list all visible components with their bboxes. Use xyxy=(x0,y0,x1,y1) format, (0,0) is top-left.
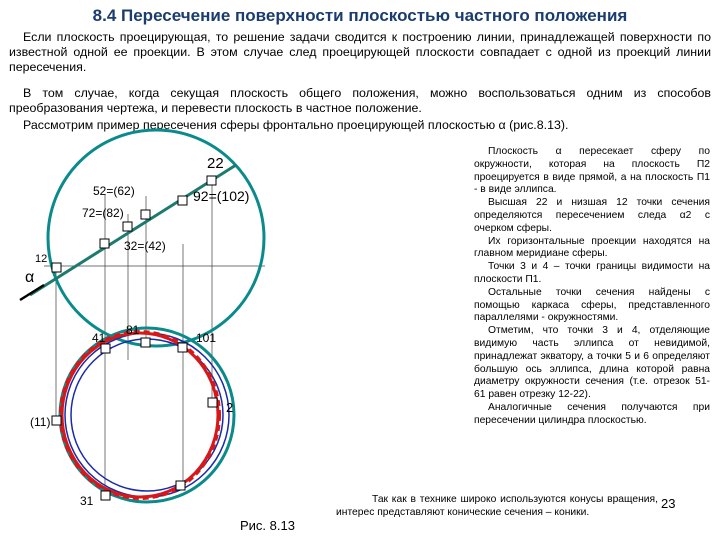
label-1-1: (11) xyxy=(30,415,51,429)
label-2-2: 22 xyxy=(207,155,224,172)
right-paragraph: Аналогичные сечения получаются при пересечении цилиндра плоскостью. xyxy=(474,401,710,426)
right-paragraph: Плоскость α пересекает сферу по окружности, которая на плоскость П2 проецируется в виде прямой, а на плоскость П1 - в виде эллипса. xyxy=(474,146,710,196)
label-alpha: α xyxy=(25,269,35,286)
label-5-2-6-2: 52=(62) xyxy=(93,184,135,198)
sphere-frontal-outline xyxy=(48,130,264,346)
point-7-2 xyxy=(123,222,132,231)
figure-caption: Рис. 8.13 xyxy=(240,518,295,533)
label-7-2-8-2: 72=(82) xyxy=(82,206,124,220)
right-paragraph: Остальные точки сечения найдены с помощью каркаса сферы, представленного параллелями - окружностями. xyxy=(474,286,710,324)
alpha-trace-mark xyxy=(20,285,44,300)
bottom-paragraph-text: Так как в технике широко используются конусы вращения, интерес представляют конические сечения – коники. xyxy=(336,494,658,518)
label-1-2: 12 xyxy=(35,253,48,265)
point-4-1 xyxy=(101,344,110,353)
label-2-1: 2 xyxy=(226,400,234,415)
intro-paragraph-3-text: Рассмотрим пример пересечения сферы фронтально проецирующей плоскостью α (рис.8.13). xyxy=(23,118,569,132)
point-3-2 xyxy=(100,239,109,248)
intro-paragraph-2-text: В том случае, когда секущая плоскость общего положения, можно воспользоваться одним из способов преобразования чертежа, и перевести плоскость в частное положение. xyxy=(9,86,711,115)
label-8-1: 81 xyxy=(126,323,140,337)
right-paragraph: Отметим, что точки 3 и 4, отделяющие видимую часть эллипса от невидимой, принадлежат экватору, а точки 5 и 6 определяют большую ось эллипса, длина которой равна диаметру окружности сечения (т.е. отрезок 51- 61 равен отрезку 12-22). xyxy=(474,325,710,401)
point-8-1 xyxy=(141,338,150,347)
point-2-1 xyxy=(208,398,217,407)
point-10-1 xyxy=(178,343,187,352)
parallel-circle xyxy=(65,333,229,497)
point-5-2 xyxy=(141,210,150,219)
label-4-1: 41 xyxy=(92,331,106,345)
page-number: 23 xyxy=(661,496,676,511)
label-3-1: 31 xyxy=(80,494,94,508)
label-9-2-10-2: 92=(102) xyxy=(193,188,250,204)
point-9-2 xyxy=(178,196,187,205)
right-paragraph: Высшая 22 и низшая 12 точки сечения определяются пересечением следа α2 с очерком сферы. xyxy=(474,197,710,234)
point-1-2 xyxy=(52,263,61,272)
right-paragraph: Точки 3 и 4 – точки границы видимости на плоскости П1. xyxy=(474,261,710,285)
section-ellipse-visible xyxy=(62,333,218,497)
page-title: 8.4 Пересечение поверхности плоскостью частного положения xyxy=(92,6,628,25)
label-10-1: 101 xyxy=(196,331,217,345)
intro-paragraph-1-text: Если плоскость проецирующая, то решение задачи сводится к построению линии, принадлежащей поверхности по известной одной ее проекции. В этом случае след проецирующей плоскости совпадает с одной из проекций линии пересечения. xyxy=(9,30,711,74)
point-6-1 xyxy=(176,481,185,490)
point-3-1 xyxy=(101,491,110,500)
label-3-2-4-2: 32=(42) xyxy=(124,239,166,253)
right-paragraph: Их горизонтальные проекции находятся на главном меридиане сферы. xyxy=(474,235,710,260)
point-2-2 xyxy=(207,176,216,185)
point-1-1 xyxy=(52,416,61,425)
